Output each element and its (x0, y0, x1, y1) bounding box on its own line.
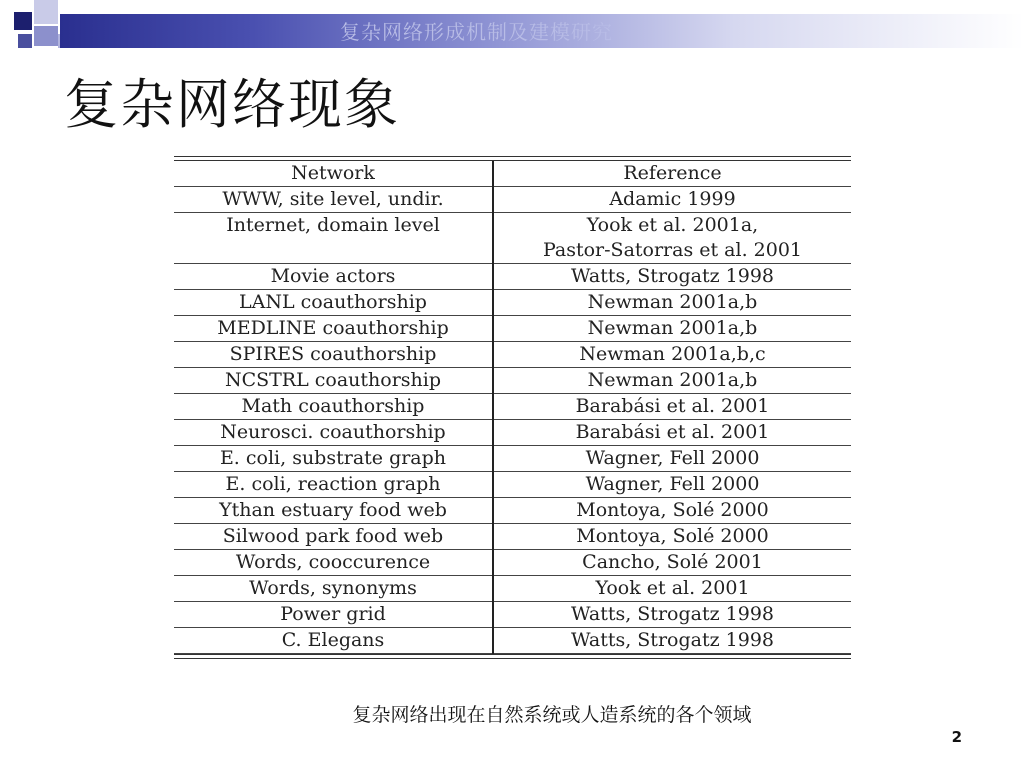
cell-reference (493, 368, 851, 394)
table-row (174, 576, 851, 602)
table-row (174, 342, 851, 368)
table-row (174, 524, 851, 550)
reference-label-line2: Pastor-Satorras et al. 2001 (542, 239, 803, 261)
cell-reference (493, 576, 851, 602)
cell-network (174, 472, 493, 498)
network-label: Neurosci. coauthorship (220, 421, 446, 443)
network-label: LANL coauthorship (239, 291, 427, 313)
reference-label: Montoya, Solé 2000 (576, 499, 769, 521)
cell-reference (493, 472, 851, 498)
reference-label: Wagner, Fell 2000 (585, 473, 760, 495)
cell-network (174, 368, 493, 394)
network-label: Words, cooccurence (235, 551, 431, 573)
cell-reference (493, 420, 851, 446)
cell-reference (493, 394, 851, 420)
reference-label: Montoya, Solé 2000 (576, 525, 769, 547)
cell-reference (493, 524, 851, 550)
network-label: Internet, domain level (226, 214, 440, 236)
network-label: Power grid (280, 603, 386, 625)
reference-label: Watts, Strogatz 1998 (570, 265, 774, 287)
reference-label: Wagner, Fell 2000 (585, 447, 760, 469)
table-body (174, 187, 851, 654)
reference-label: Newman 2001a,b (587, 317, 758, 339)
cell-network (174, 498, 493, 524)
cell-network (174, 550, 493, 576)
table-row (174, 290, 851, 316)
cell-network (174, 187, 493, 213)
table-row (174, 187, 851, 213)
table-row (174, 550, 851, 576)
cell-network (174, 524, 493, 550)
network-label: C. Elegans (281, 629, 385, 651)
network-label: E. coli, substrate graph (219, 447, 447, 469)
table-row (174, 394, 851, 420)
reference-label: Newman 2001a,b (587, 291, 758, 313)
cell-reference (493, 602, 851, 628)
cell-reference (493, 213, 851, 264)
table-bottom-rule (174, 654, 851, 659)
logo-square (34, 26, 58, 46)
cell-network (174, 602, 493, 628)
reference-label: Newman 2001a,b,c (579, 343, 766, 365)
cell-network (174, 628, 493, 654)
reference-label: Yook et al. 2001 (595, 577, 750, 599)
table-row (174, 628, 851, 654)
network-label: E. coli, reaction graph (225, 473, 441, 495)
slide-title: 复杂网络现象 (64, 73, 400, 136)
reference-label: Yook et al. 2001a, (586, 214, 759, 236)
table-header-row (174, 161, 851, 187)
cell-network (174, 290, 493, 316)
network-label: Math coauthorship (241, 395, 425, 417)
cell-reference (493, 446, 851, 472)
reference-label: Newman 2001a,b (587, 369, 758, 391)
cell-reference (493, 498, 851, 524)
table-row (174, 264, 851, 290)
cell-reference (493, 628, 851, 654)
table-row (174, 446, 851, 472)
logo-square (18, 34, 32, 48)
cell-reference (493, 316, 851, 342)
cell-network (174, 576, 493, 602)
network-label: NCSTRL coauthorship (224, 369, 442, 391)
header-title: 复杂网络形成机制及建模研究 (340, 20, 613, 44)
table-row (174, 498, 851, 524)
network-label: Words, synonyms (249, 577, 417, 599)
table-row (174, 316, 851, 342)
network-table (174, 156, 851, 659)
slide-caption: 复杂网络出现在自然系统或人造系统的各个领域 (352, 704, 752, 726)
cell-network (174, 213, 493, 264)
table-row (174, 213, 851, 264)
cell-reference (493, 342, 851, 368)
reference-label: Watts, Strogatz 1998 (570, 629, 774, 651)
reference-label: Cancho, Solé 2001 (582, 551, 763, 573)
network-label: SPIRES coauthorship (229, 343, 437, 365)
network-label: WWW, site level, undir. (222, 188, 444, 210)
cell-reference (493, 264, 851, 290)
reference-label: Barabási et al. 2001 (575, 395, 770, 417)
network-label: MEDLINE coauthorship (217, 317, 449, 339)
cell-reference (493, 290, 851, 316)
table-row (174, 420, 851, 446)
cell-network (174, 420, 493, 446)
cell-network (174, 342, 493, 368)
cell-network (174, 316, 493, 342)
reference-label: Barabási et al. 2001 (575, 421, 770, 443)
network-label: Movie actors (270, 265, 396, 287)
reference-label: Watts, Strogatz 1998 (570, 603, 774, 625)
table-row (174, 602, 851, 628)
table-row (174, 472, 851, 498)
cell-reference (493, 187, 851, 213)
network-label: Ythan estuary food web (219, 499, 447, 521)
logo-square (14, 12, 32, 30)
cell-network (174, 446, 493, 472)
logo-square (34, 0, 58, 24)
table (174, 161, 851, 654)
network-label: Silwood park food web (222, 525, 444, 547)
cell-reference (493, 550, 851, 576)
cell-network (174, 264, 493, 290)
reference-label: Adamic 1999 (609, 188, 736, 210)
column-header-reference: Reference (493, 161, 851, 187)
table-row (174, 368, 851, 394)
page-number: 2 (951, 728, 962, 746)
cell-network (174, 394, 493, 420)
column-header-network: Network (174, 161, 493, 187)
